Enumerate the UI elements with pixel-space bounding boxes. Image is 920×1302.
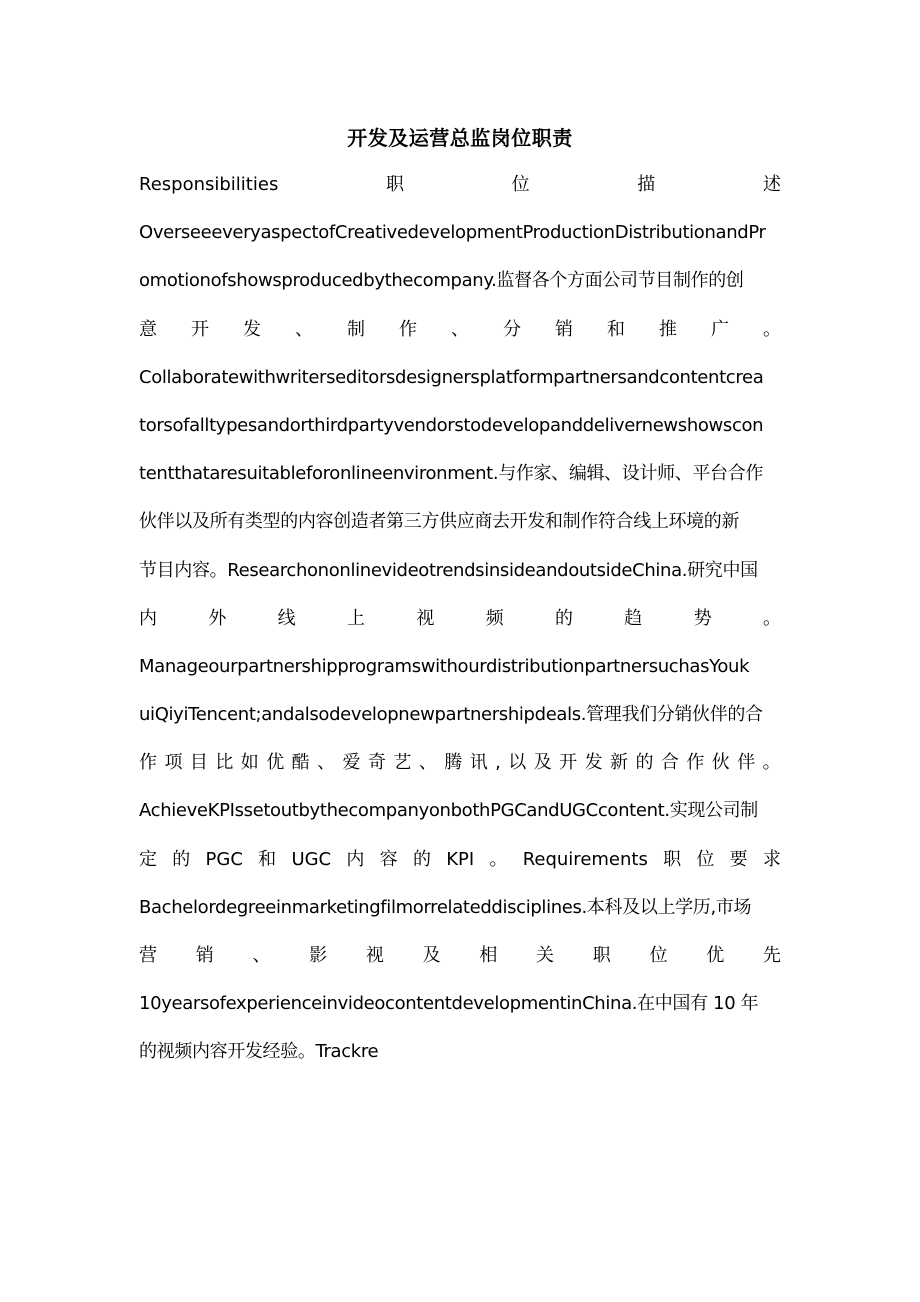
text-token: 职 bbox=[592, 945, 611, 966]
text-token: 作 bbox=[399, 318, 417, 340]
text-token: 发 bbox=[243, 318, 261, 340]
text-token: 线 bbox=[277, 607, 296, 629]
text-line bbox=[139, 166, 781, 214]
text-line: OverseeeveryaspectofCreativedevelopmentProductionDistributionandPr bbox=[139, 222, 766, 244]
text-token: 、 bbox=[418, 752, 437, 774]
text-line: omotionofshowsproducedbythecompany.监督各个方面公司节目制作的创 bbox=[139, 270, 744, 292]
text-token: 作 bbox=[686, 752, 705, 774]
text-token: 求 bbox=[762, 848, 781, 870]
text-token: 意 bbox=[139, 318, 157, 340]
text-token: 位 bbox=[649, 945, 668, 966]
text-token: UGC bbox=[291, 848, 332, 870]
text-token: 和 bbox=[258, 848, 277, 870]
text-token: Responsibilities bbox=[139, 174, 279, 195]
text-token: 关 bbox=[536, 945, 555, 966]
text-line: tentthataresuitableforonlineenvironment.与作家、编辑、设计师、平台合作 bbox=[139, 463, 764, 485]
text-token: 、 bbox=[252, 945, 271, 966]
text-token: 开 bbox=[559, 752, 578, 774]
text-token: 开 bbox=[191, 318, 209, 340]
text-token: 内 bbox=[346, 848, 365, 870]
text-token: 。 bbox=[762, 607, 781, 629]
text-token: 合 bbox=[660, 752, 679, 774]
text-token: 趋 bbox=[624, 607, 643, 629]
text-token: 伙 bbox=[711, 752, 730, 774]
text-token: 发 bbox=[584, 752, 603, 774]
text-line bbox=[139, 744, 781, 792]
text-token: 营 bbox=[139, 945, 157, 966]
text-token: 、 bbox=[451, 318, 469, 340]
text-token: 推 bbox=[659, 318, 677, 340]
text-token: 伴 bbox=[737, 752, 756, 774]
text-token: 内 bbox=[139, 607, 157, 629]
text-token: 述 bbox=[762, 174, 781, 195]
text-token: 奇 bbox=[367, 752, 386, 774]
text-token: 。 bbox=[762, 752, 781, 774]
text-line bbox=[139, 600, 781, 648]
text-token: 先 bbox=[762, 945, 781, 966]
text-token: 、 bbox=[295, 318, 313, 340]
document-body bbox=[139, 166, 781, 1082]
text-token: 的 bbox=[554, 607, 573, 629]
text-token: 、 bbox=[317, 752, 336, 774]
text-token: 及 bbox=[533, 752, 552, 774]
text-token: 销 bbox=[555, 318, 573, 340]
text-token: 职 bbox=[663, 848, 682, 870]
text-token: 优 bbox=[266, 752, 285, 774]
text-token: 目 bbox=[189, 752, 208, 774]
text-line bbox=[139, 937, 781, 985]
text-token: 新 bbox=[610, 752, 629, 774]
text-token: 广 bbox=[711, 318, 729, 340]
text-token: 位 bbox=[696, 848, 715, 870]
text-token: 的 bbox=[635, 752, 654, 774]
text-line: 的视频内容开发经验。Trackre bbox=[139, 1041, 379, 1063]
text-token: KPI bbox=[446, 848, 475, 870]
text-line: 节目内容。ResearchononlinevideotrendsinsideandoutsideChina.研究中国 bbox=[139, 559, 758, 581]
text-line: ManageourpartnershipprogramswithourdistributionpartnersuchasYouk bbox=[139, 655, 750, 677]
text-token: 项 bbox=[164, 752, 183, 774]
text-token: 优 bbox=[706, 945, 725, 966]
text-token: 和 bbox=[607, 318, 625, 340]
text-token: 影 bbox=[309, 945, 328, 966]
text-token: 位 bbox=[511, 174, 530, 195]
text-token: PGC bbox=[205, 848, 243, 870]
text-token: 比 bbox=[215, 752, 234, 774]
text-token: 以 bbox=[508, 752, 527, 774]
text-token: 如 bbox=[240, 752, 259, 774]
text-line: Collaboratewithwriterseditorsdesignersplatformpartnersandcontentcrea bbox=[139, 366, 764, 388]
text-line bbox=[139, 311, 781, 359]
text-token: 视 bbox=[416, 607, 435, 629]
text-line: 伙伴以及所有类型的内容创造者第三方供应商去开发和制作符合线上环境的新 bbox=[139, 511, 740, 533]
text-line: 10yearsofexperienceinvideocontentdevelopmentinChina.在中国有 10 年 bbox=[139, 993, 759, 1015]
text-token: 上 bbox=[346, 607, 365, 629]
text-token: 相 bbox=[479, 945, 498, 966]
text-token: 销 bbox=[195, 945, 214, 966]
text-token: 爱 bbox=[342, 752, 361, 774]
text-token: 容 bbox=[379, 848, 398, 870]
text-token: 制 bbox=[347, 318, 365, 340]
text-token: 讯 bbox=[469, 752, 488, 774]
text-token: 酷 bbox=[291, 752, 310, 774]
text-token: 外 bbox=[208, 607, 227, 629]
text-token: 势 bbox=[693, 607, 712, 629]
text-token: 要 bbox=[729, 848, 748, 870]
text-token: 定 bbox=[139, 848, 157, 870]
text-token: 职 bbox=[385, 174, 404, 195]
text-line: Bachelordegreeinmarketingfilmorrelateddisciplines.本科及以上学历,市场 bbox=[139, 896, 752, 918]
text-token: 频 bbox=[485, 607, 504, 629]
text-line: uiQiyiTencent;andalsodevelopnewpartnershipdeals.管理我们分销伙伴的合 bbox=[139, 704, 763, 726]
document-title: 开发及运营总监岗位职责 bbox=[347, 126, 573, 150]
text-token: 视 bbox=[365, 945, 384, 966]
text-token: 的 bbox=[172, 848, 191, 870]
text-token: 的 bbox=[412, 848, 431, 870]
text-line: AchieveKPIssetoutbythecompanyonbothPGCandUGCcontent.实现公司制 bbox=[139, 800, 758, 822]
text-token: Requirements bbox=[522, 848, 648, 870]
text-line: torsofalltypesandorthirdpartyvendorstodevelopanddelivernewshowscon bbox=[139, 414, 764, 436]
text-line bbox=[139, 841, 781, 889]
text-token: 。 bbox=[489, 848, 508, 870]
text-token: , bbox=[495, 752, 501, 774]
text-token: 作 bbox=[139, 752, 157, 774]
text-token: 。 bbox=[763, 318, 781, 340]
text-token: 腾 bbox=[444, 752, 463, 774]
text-token: 艺 bbox=[393, 752, 412, 774]
text-token: 分 bbox=[503, 318, 521, 340]
text-token: 及 bbox=[422, 945, 441, 966]
text-token: 描 bbox=[637, 174, 656, 195]
